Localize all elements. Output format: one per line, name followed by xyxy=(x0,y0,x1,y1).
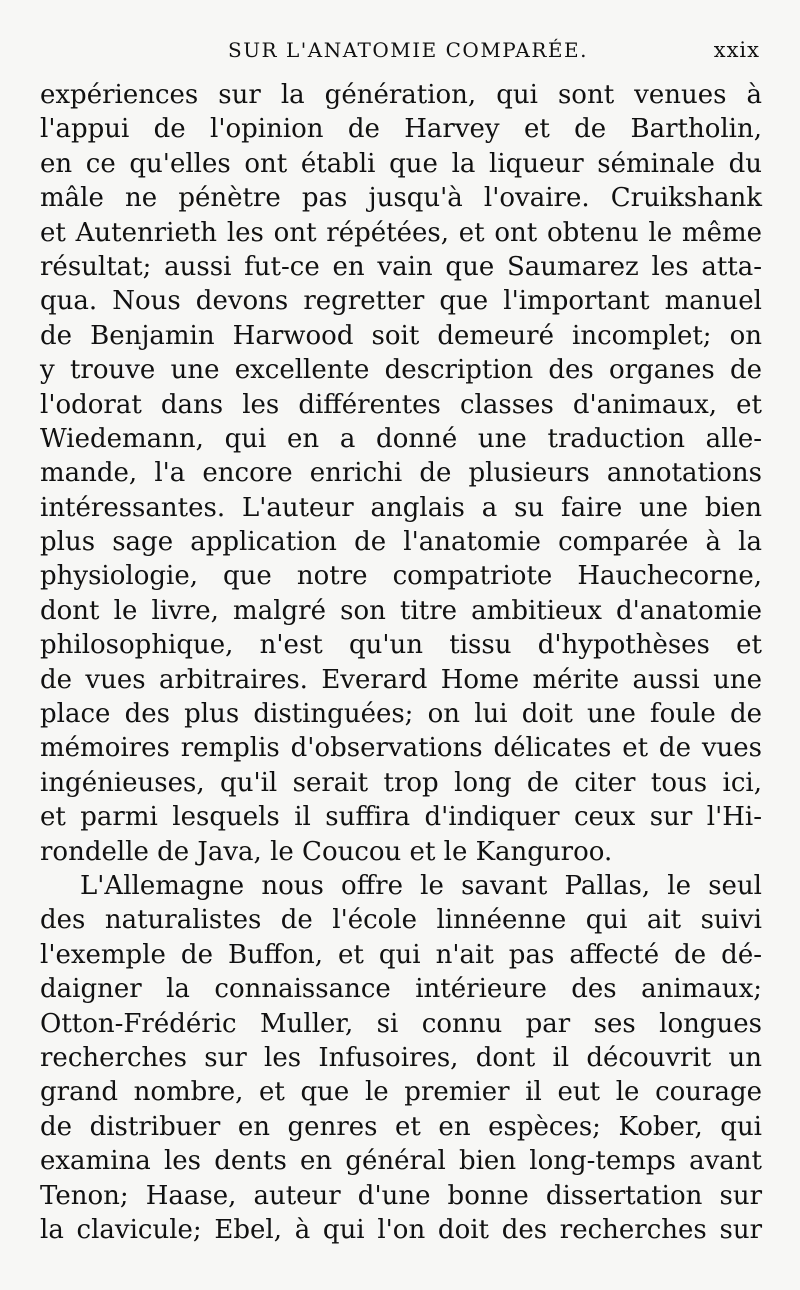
text-line: y trouve une excellente description des organes de xyxy=(40,355,762,386)
body-text xyxy=(40,78,762,1247)
text-line: mémoires remplis d'observations délicates et de vues xyxy=(40,733,762,764)
text-line: l'exemple de Buffon, et qui n'ait pas affecté de dé- xyxy=(40,939,762,970)
text-line: et parmi lesquels il suffira d'indiquer ceux sur l'Hi- xyxy=(40,802,762,833)
text-line: mande, l'a encore enrichi de plusieurs annotations xyxy=(40,458,762,489)
text-line: la clavicule; Ebel, à qui l'on doit des recherches sur xyxy=(40,1214,762,1245)
text-line: place des plus distinguées; on lui doit une foule de xyxy=(40,699,762,730)
running-title: SUR L'ANATOMIE COMPARÉE. xyxy=(228,38,588,62)
text-line: des naturalistes de l'école linnéenne qui ait suivi xyxy=(40,905,762,936)
text-line: de Benjamin Harwood soit demeuré incomplet; on xyxy=(40,320,762,351)
text-line: ingénieuses, qu'il serait trop long de citer tous ici, xyxy=(40,767,762,798)
paragraph-end-line: rondelle de Java, le Coucou et le Kanguroo. xyxy=(40,836,613,867)
text-line: dont le livre, malgré son titre ambitieux d'anatomie xyxy=(40,595,762,626)
text-line: résultat; aussi fut-ce en vain que Saumarez les atta- xyxy=(40,251,762,282)
text-line: de distribuer en genres et en espèces; Kober, qui xyxy=(40,1111,762,1142)
text-line: de vues arbitraires. Everard Home mérite aussi une xyxy=(40,664,762,695)
text-line: plus sage application de l'anatomie comparée à la xyxy=(40,527,762,558)
text-line: philosophique, n'est qu'un tissu d'hypothèses et xyxy=(40,630,762,661)
text-line: et Autenrieth les ont répétées, et ont obtenu le même xyxy=(40,217,762,248)
text-line: daigner la connaissance intérieure des animaux; xyxy=(40,974,762,1005)
running-head xyxy=(0,38,800,72)
text-line: examina les dents en général bien long-temps avant xyxy=(40,1146,762,1177)
text-line: Wiedemann, qui en a donné une traduction alle- xyxy=(40,423,762,454)
text-line: recherches sur les Infusoires, dont il découvrit un xyxy=(40,1042,762,1073)
text-line: grand nombre, et que le premier il eut le courage xyxy=(40,1077,762,1108)
text-line: intéressantes. L'auteur anglais a su faire une bien xyxy=(40,492,762,523)
text-line: mâle ne pénètre pas jusqu'à l'ovaire. Cruikshank xyxy=(40,183,762,214)
text-line: en ce qu'elles ont établi que la liqueur séminale du xyxy=(40,148,762,179)
text-line: l'odorat dans les différentes classes d'animaux, et xyxy=(40,389,762,420)
text-line: Otton-Frédéric Muller, si connu par ses longues xyxy=(40,1008,762,1039)
text-line: physiologie, que notre compatriote Hauchecorne, xyxy=(40,561,762,592)
text-line: qua. Nous devons regretter que l'important manuel xyxy=(40,286,762,317)
text-line: Tenon; Haase, auteur d'une bonne dissertation sur xyxy=(40,1180,762,1211)
paragraph-start-line: L'Allemagne nous offre le savant Pallas, le seul xyxy=(80,870,762,901)
page-number: xxix xyxy=(713,38,760,62)
text-line: expériences sur la génération, qui sont venues à xyxy=(40,80,762,110)
text-line: l'appui de l'opinion de Harvey et de Bartholin, xyxy=(40,114,762,145)
